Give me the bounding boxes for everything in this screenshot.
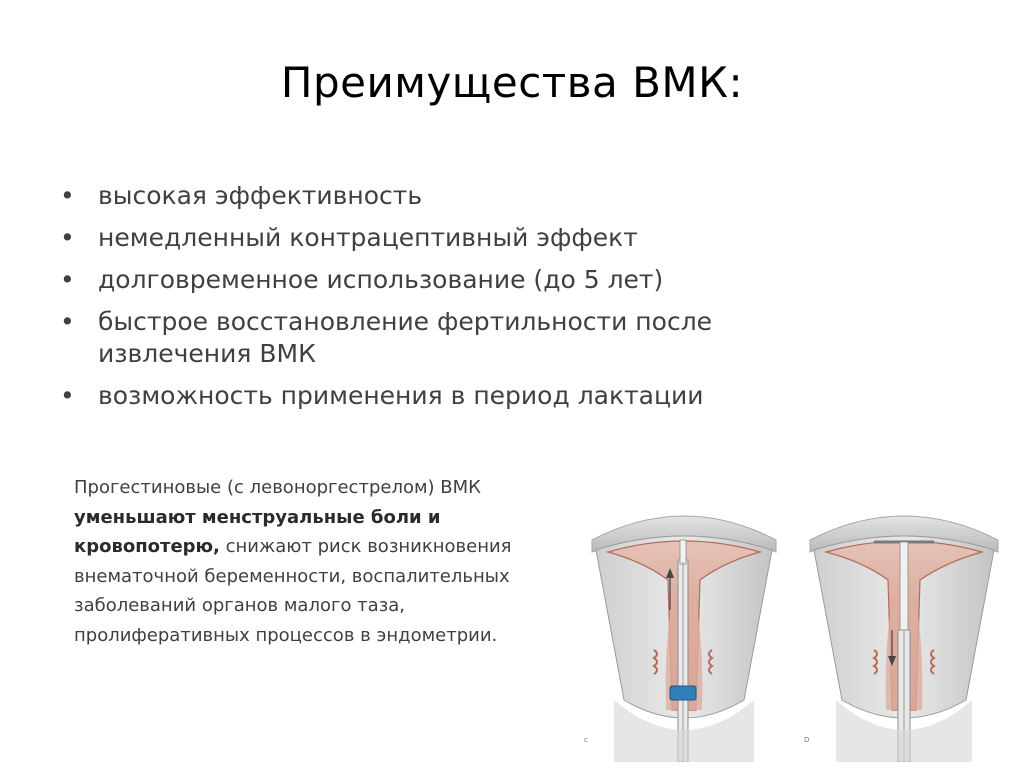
figure-label-right: D: [804, 736, 810, 744]
note-text-start: Прогестиновые (с левоноргестрелом) ВМК: [74, 477, 481, 498]
list-item-text: немедленный контрацептивный эффект: [98, 223, 638, 252]
bullet-icon: •: [60, 381, 75, 410]
list-item: [60, 180, 960, 212]
list-item: [60, 222, 960, 254]
note-text-bold: уменьшают менструальные боли и кровопотерю,: [74, 506, 441, 557]
list-item-text: возможность применения в период лактации: [98, 381, 704, 410]
bullet-icon: •: [60, 223, 75, 252]
iud-insertion-image: [574, 500, 1024, 762]
list-item: [60, 264, 960, 296]
list-item-text: долговременное использование (до 5 лет): [98, 265, 664, 294]
list-item-text: высокая эффективность: [98, 181, 423, 210]
advantages-list: [60, 180, 960, 422]
uterus-left: [584, 516, 776, 762]
uterus-right: [804, 516, 998, 762]
list-item-text: быстрое восстановление фертильности после извлечения ВМК: [98, 307, 713, 368]
figure-label-left: c: [584, 736, 588, 744]
bullet-icon: •: [60, 307, 75, 336]
progestin-iud-note: [74, 473, 554, 650]
bullet-icon: •: [60, 181, 75, 210]
bullet-icon: •: [60, 265, 75, 294]
slide-title: Преимущества ВМК:: [280, 58, 744, 107]
list-item: [60, 380, 960, 412]
iud-insertion-illustration: [574, 500, 1024, 762]
note-text-end: снижают риск возникновения внематочной беременности, воспалительных заболеваний органов малого таза, пролиферативных процессов в эндометрии.: [74, 536, 512, 646]
list-item: [60, 306, 818, 370]
